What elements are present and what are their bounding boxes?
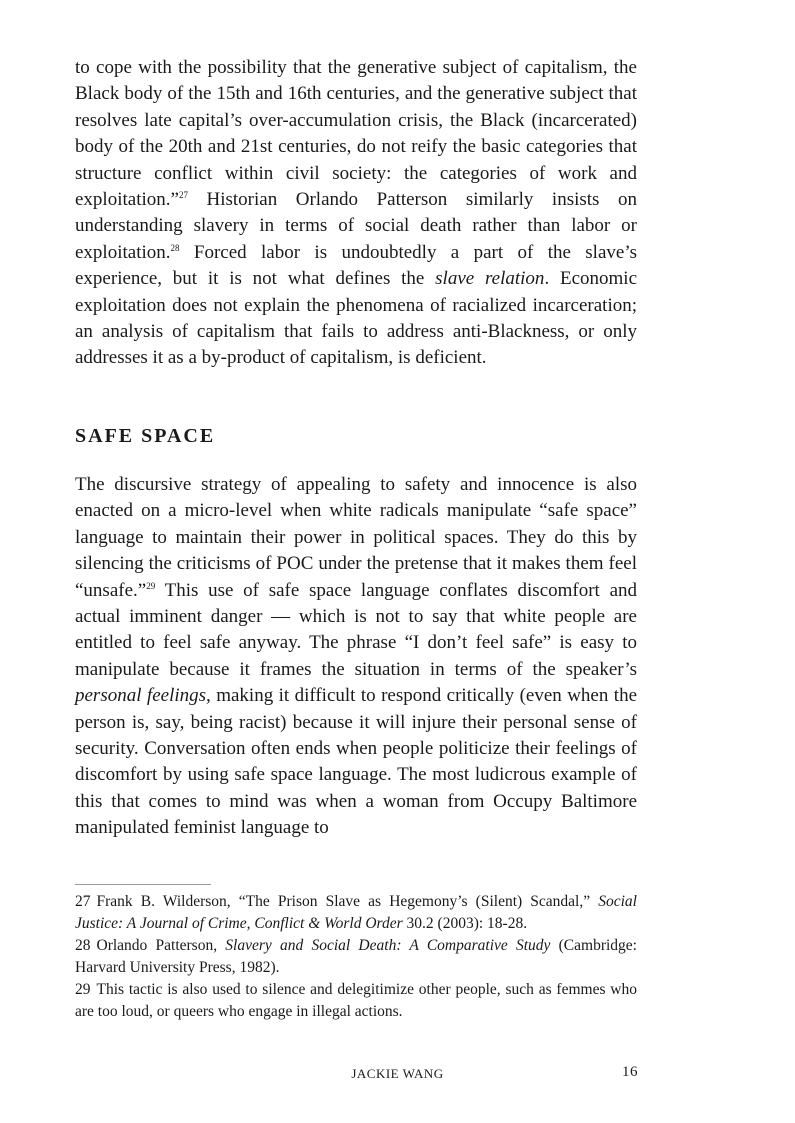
footnote-emphasis: Social Justice: A Journal of Crime, Conflict & World Order [75, 893, 637, 932]
body-paragraph-2 [75, 472, 637, 842]
page-number: 16 [622, 1064, 638, 1080]
text-run: making it difficult to respond critically (even when the person is, say, being racist) because it will injure their personal sense of security. Conversation often ends when people politicize their feelings of discomfort by using safe space language. The most ludicrous example of this that comes to mind was when a woman from Occupy Baltimore manipulated feminist language to [75, 685, 637, 839]
text-run: to cope with the possibility that the generative subject of capitalism, the Black body of the 15th and 16th centuries, and the generative subject that resolves late capital’s over-accumulation crisis, the Black (incarcerated) body of the 20th and 21st centuries, do not reify the basic categories that structure conflict within civil society: the categories of work and exploitation.” [75, 57, 637, 211]
footnote-number: 27 [75, 893, 91, 910]
text-run: . Economic exploitation does not explain the phenomena of racialized incarceration; an analysis of capitalism that fails to address anti-Blackness, or only addresses it as a by-product of capitalism, is deficient. [75, 268, 638, 369]
footnote-number: 29 [75, 981, 91, 998]
text-run: Forced labor is undoubtedly a part of the slave’s experience, but it is not what defines the [75, 241, 637, 290]
emphasis-slave-relation: slave relation [435, 268, 545, 290]
text-run: Historian Orlando Patterson similarly insists on understanding slavery in terms of social death rather than labor or exploitation. [75, 189, 637, 263]
footnote-ref-28[interactable]: 28 [170, 242, 180, 253]
footnote-number: 28 [75, 937, 91, 954]
footnote-divider [75, 884, 211, 885]
footnote-ref-27[interactable]: 27 [178, 190, 188, 201]
footnote-27 [75, 891, 637, 934]
footnote-emphasis: Slavery and Social Death: A Comparative Study [225, 937, 551, 954]
footnote-text: Orlando Patterson, [96, 937, 226, 954]
page-content [75, 55, 637, 842]
emphasis-personal-feelings: personal feelings, [75, 685, 211, 707]
body-paragraph-1 [75, 55, 637, 372]
footnote-text: 30.2 (2003): 18-28. [402, 914, 528, 932]
footnote-ref-29[interactable]: 29 [146, 580, 156, 591]
text-run: The discursive strategy of appealing to safety and innocence is also enacted on a micro-level when white radicals manipulate “safe space” language to maintain their power in political spaces. They do this by silencing the criticisms of POC under the pretense that it makes them feel “unsafe.” [75, 473, 637, 601]
footnote-28 [75, 935, 637, 978]
footnote-text: This tactic is also used to silence and delegitimize other people, such as femmes who are too loud, or queers who engage in illegal actions. [75, 981, 637, 1020]
section-heading: SAFE SPACE [75, 424, 216, 447]
footnote-text: (Cambridge: Harvard University Press, 1982). [75, 937, 637, 976]
text-run: This use of safe space language conflates discomfort and actual imminent danger — which is not to say that white people are entitled to feel safe anyway. The phrase “I don’t feel safe” is easy to manipulate because it frames the situation in terms of the speaker’s [75, 579, 637, 680]
running-footer-author: JACKIE WANG [351, 1066, 444, 1081]
footnote-text: Frank B. Wilderson, “The Prison Slave as Hegemony’s (Silent) Scandal,” [96, 893, 599, 910]
footnotes [75, 891, 637, 1023]
footnote-29 [75, 979, 637, 1022]
